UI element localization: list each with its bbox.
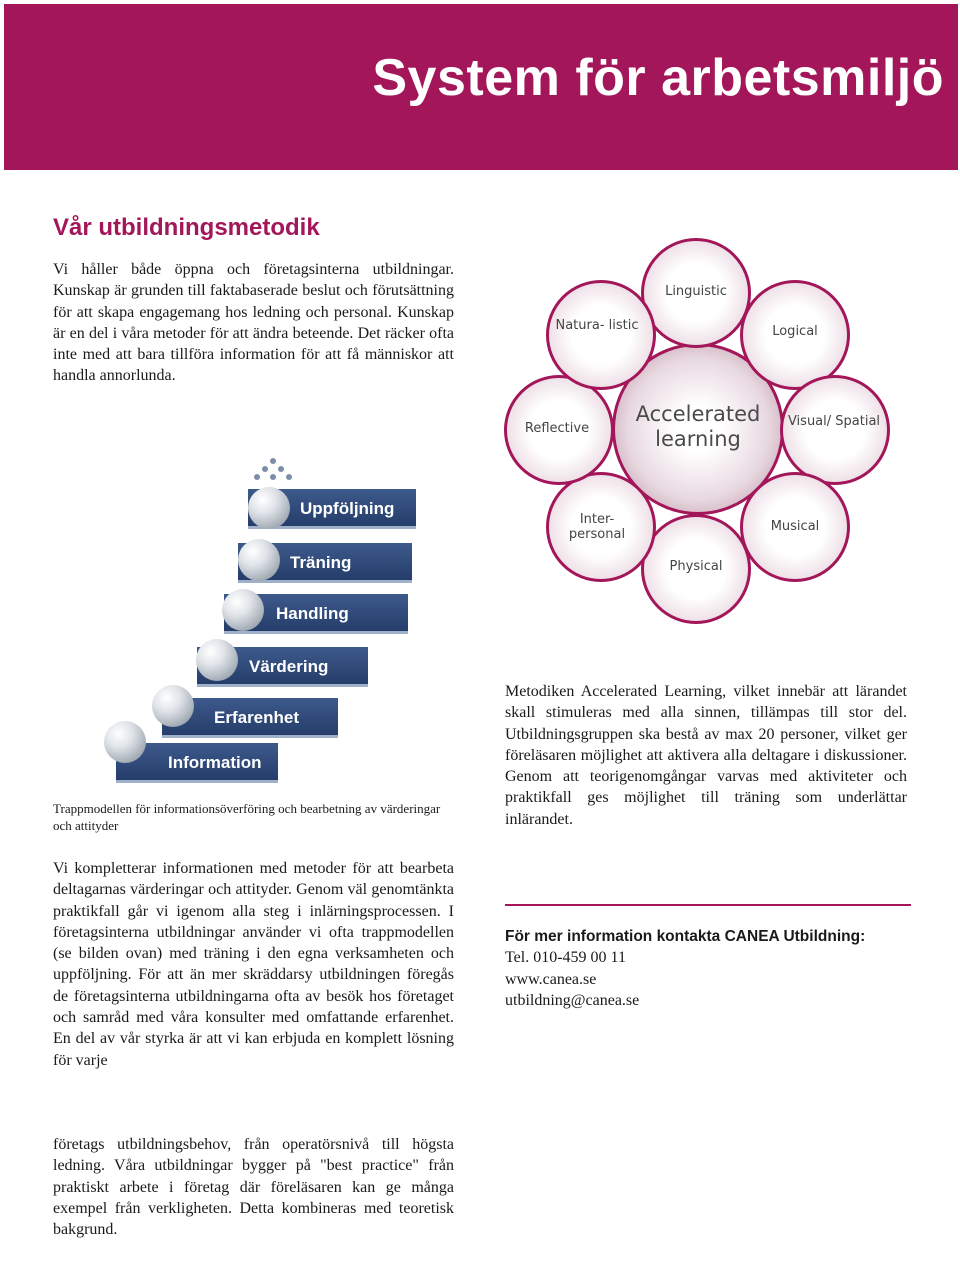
flower-petal-label: Inter- personal	[568, 512, 626, 542]
stair-caption: Trappmodellen för informationsöverföring och bearbetning av värderingar och attityder	[53, 801, 441, 833]
stair-step-label: Information	[168, 753, 262, 772]
divider	[505, 904, 911, 906]
flower-petal-label: Musical	[770, 519, 820, 534]
stair-ball	[222, 589, 264, 631]
stair-ball	[152, 685, 194, 727]
decor-dot	[254, 474, 260, 480]
stair-model-diagram	[100, 455, 430, 785]
contact-block	[505, 926, 925, 1011]
decor-dot	[270, 458, 276, 464]
accelerated-learning-diagram	[500, 238, 900, 638]
contact-phone: Tel. 010-459 00 11	[505, 949, 626, 967]
decor-dot	[270, 474, 276, 480]
stair-ball	[196, 639, 238, 681]
stair-ball	[104, 721, 146, 763]
stair-ball	[238, 539, 280, 581]
decor-dot	[286, 474, 292, 480]
stair-step-label: Erfarenhet	[214, 708, 300, 727]
stair-step-label: Värdering	[249, 657, 329, 676]
flower-petal	[780, 375, 890, 485]
header-banner	[4, 4, 958, 170]
decor-dot	[278, 466, 284, 472]
stair-step-label: Träning	[290, 553, 352, 572]
contact-heading: För mer information kontakta CANEA Utbildning:	[505, 928, 866, 945]
page-title: System för arbetsmiljö	[372, 49, 944, 107]
stair-ball	[248, 487, 290, 529]
section-heading: Vår utbildningsmetodik	[53, 214, 320, 241]
method-paragraph: Metodiken Accelerated Learning, vilket innebär att lärandet skall stimuleras med alla sinnen, tillämpas till stor del. Utbildningsgruppen ska bestå av max 20 personer, vilket ger föreläsaren möjlighet att aktivera alla deltagare i diskussioner. Genom att teorigenomgångar varvas med aktiviteter och praktikfall ges möjlighet till träning som underlättar inlärandet.	[505, 683, 907, 828]
paragraph-trappmodellen: Vi kompletterar informationen med metoder för att bearbeta deltagarnas värderingar och attityder. Genom väl genomtänkta praktikfall går vi igenom alla steg i inlärningsprocessen. I företagsinterna utbildningar använder vi ofta trappmodellen (se bilden ovan) med träning i den egna verksamheten och uppföljning. För att än mer skräddarsy utbildningen föregås de företagsinterna utbildningarna ofta av besök hos företaget och samråd med våra konsulter med omfattande erfarenhet. En del av vår styrka är att vi kan erbjuda en komplett lösning för varje	[53, 860, 454, 1069]
flower-petal-label: Logical	[772, 324, 818, 339]
flower-petal-label: Reflective	[524, 421, 590, 436]
stair-step-label: Uppföljning	[300, 499, 395, 518]
flower-petal-label: Visual/ Spatial	[787, 414, 881, 429]
flower-center-label: Accelerated learning	[635, 402, 761, 451]
paragraph-best-practice: företags utbildningsbehov, från operatörsnivå till högsta ledning. Våra utbildningar bygger på "best practice" från praktiskt arbete i företag där föreläsaren kan ge många exempel från verkligheten. Detta kombineras med teoretisk bakgrund.	[53, 1136, 454, 1239]
decor-dot	[262, 466, 268, 472]
flower-petal-label: Physical	[669, 559, 723, 574]
contact-email-link[interactable]: utbildning@canea.se	[505, 991, 640, 1009]
intro-paragraph: Vi håller både öppna och företagsinterna utbildningar. Kunskap är grunden till faktabaserade beslut och förutsättning för att skapa engagemang hos ledning och personal. Kunskap är en del i våra metoder för att ändra beteende. Det räcker ofta inte med att bara tillföra information för att få människor att handla annorlunda.	[53, 261, 454, 385]
stair-step-label: Handling	[276, 604, 349, 623]
flower-petal-label: Natura- listic	[555, 318, 639, 333]
flower-petal	[546, 280, 656, 390]
flower-petal-label: Linguistic	[665, 284, 727, 299]
contact-web-link[interactable]: www.canea.se	[505, 970, 597, 988]
